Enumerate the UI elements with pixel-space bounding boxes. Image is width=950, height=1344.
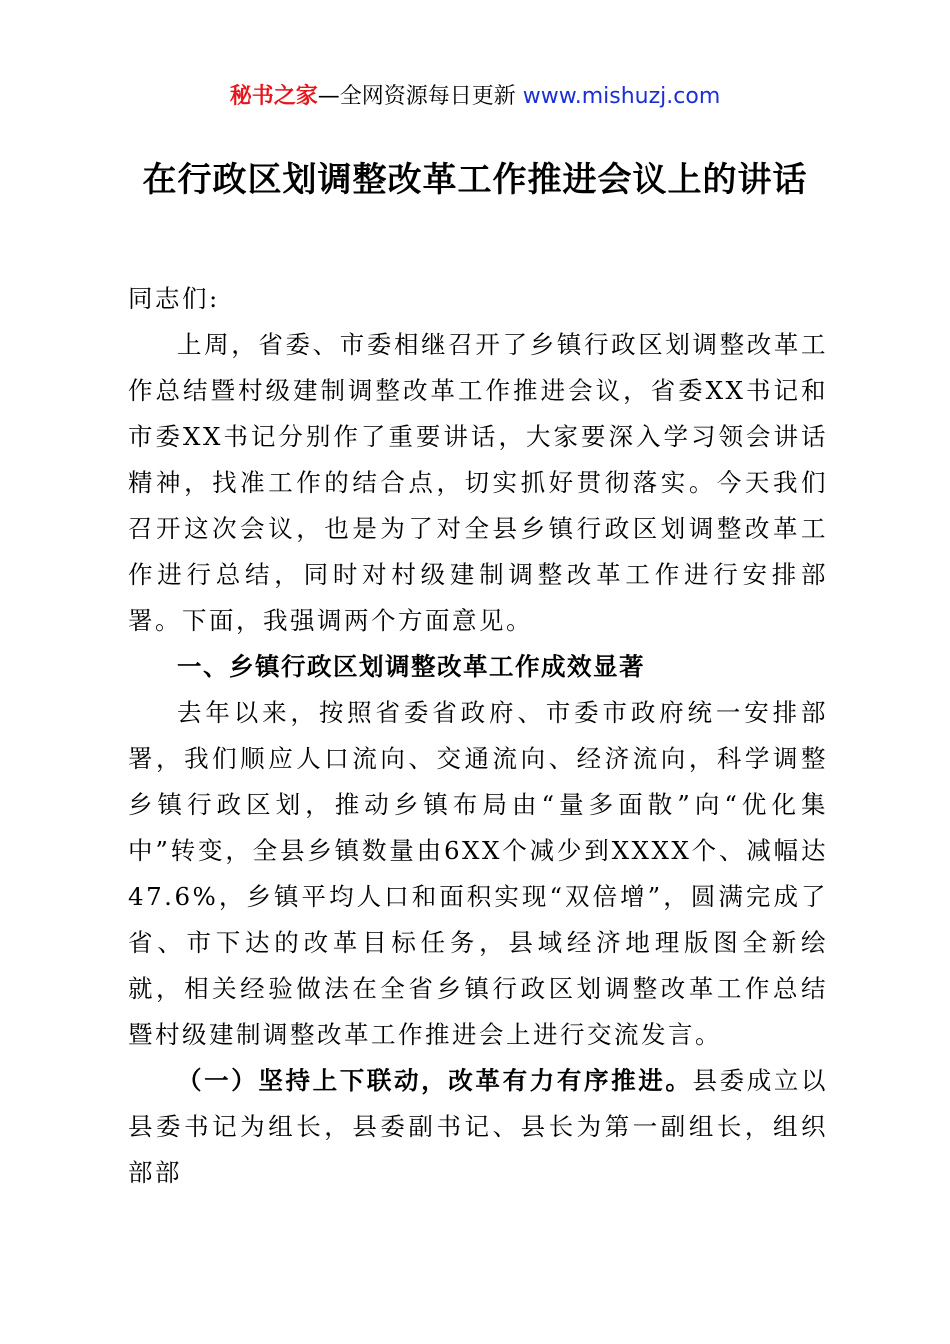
salutation: 同志们: — [128, 284, 220, 313]
paragraph-subsection-1 — [128, 1058, 828, 1196]
paragraph-achievements: 去年以来，按照省委省政府、市委市政府统一安排部署，我们顺应人口流向、交通流向、经济流向，科学调整乡镇行政区划，推动乡镇布局由“量多面散”向“优化集中”转变，全县乡镇数量由6XX个减少到XXXX个、减幅达47.6%，乡镇平均人口和面积实现“双倍增”，圆满完成了省、市下达的改革目标任务，县域经济地理版图全新绘就，相关经验做法在全省乡镇行政区划调整改革工作总结暨村级建制调整改革工作推进会上进行交流发言。 — [128, 698, 828, 1049]
subsection-heading-1: （一）坚持上下联动，改革有力有序推进。 — [177, 1066, 693, 1095]
subsection-text-1: 县委成立以县委书记为组长，县委副书记、县长为第一副组长，组织部部 — [128, 1066, 829, 1187]
section-heading-1: 一、乡镇行政区划调整改革工作成效显著 — [177, 652, 645, 681]
site-header — [0, 82, 950, 112]
page-title: 在行政区划调整改革工作推进会议上的讲话 — [142, 160, 808, 200]
brand-name: 秘书之家 — [229, 84, 318, 109]
paragraph-intro: 上周，省委、市委相继召开了乡镇行政区划调整改革工作总结暨村级建制调整改革工作推进会议，省委XX书记和市委XX书记分别作了重要讲话，大家要深入学习领会讲话精神，找准工作的结合点，切实抓好贯彻落实。今天我们召开这次会议，也是为了对全县乡镇行政区划调整改革工作进行总结，同时对村级建制调整改革工作进行安排部署。下面，我强调两个方面意见。 — [128, 330, 828, 635]
site-url-link[interactable]: www.mishuzj.com — [522, 84, 721, 109]
header-tagline: —全网资源每日更新 — [317, 84, 523, 109]
document-body — [128, 276, 828, 1196]
